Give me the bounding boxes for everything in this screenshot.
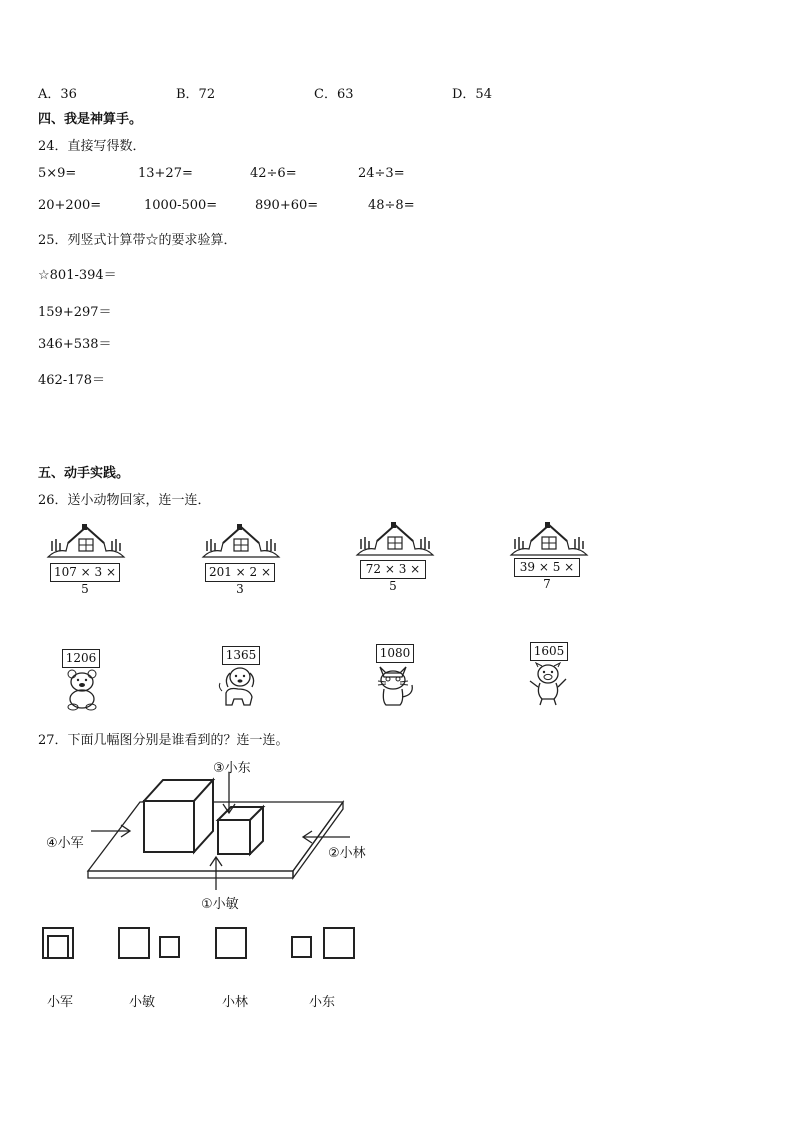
house-icon [355,519,435,557]
pig-icon [528,661,568,707]
q24-item: 42÷6= [250,166,297,181]
option-c[interactable]: C．63 [314,87,354,102]
q24-item: 20+200= [38,198,102,213]
house-label: 201 × 2 × 3 [205,563,275,582]
q25-item: 346+538＝ [38,337,112,352]
dog-icon [216,665,262,709]
house-label: 39 × 5 × 7 [514,558,580,577]
animal-number: 1365 [222,646,260,665]
viewer-label-top: ③小东 [213,761,251,776]
house-label: 72 × 3 × 5 [360,560,426,579]
view-option-1 [42,927,74,959]
bear-icon [62,668,102,710]
view-option-3 [215,927,247,959]
q25-item: 462-178＝ [38,373,106,388]
q27-prompt: 27．下面几幅图分别是谁看到的？连一连。 [38,733,289,748]
q24-prompt: 24．直接写得数． [38,139,146,154]
viewer-label-front: ①小敏 [201,897,239,912]
view-option-2 [118,927,180,959]
viewer-label-right: ②小林 [328,846,366,861]
animal-number: 1206 [62,649,100,668]
section4-title: 四、我是神算手。 [38,112,143,127]
q26-prompt: 26．送小动物回家，连一连． [38,493,211,508]
house-icon [509,519,589,557]
arrow-right-icon [91,824,131,838]
viewer-label-left: ④小军 [46,836,84,851]
q24-item: 1000-500= [144,198,218,213]
section5-title: 五、动手实践。 [38,466,130,481]
answer-name: 小东 [309,995,336,1010]
q24-item: 48÷8= [368,198,415,213]
animal-number: 1080 [376,644,414,663]
option-b[interactable]: B．72 [176,87,216,102]
animal-number: 1605 [530,642,568,661]
cat-icon [372,663,418,709]
house-icon [201,521,281,559]
arrow-up-icon [209,856,223,890]
house-label: 107 × 3 × 5 [50,563,120,582]
arrow-down-icon [222,772,236,814]
view-option-4 [290,927,356,959]
q24-item: 5×9= [38,166,77,181]
option-a[interactable]: A．36 [38,87,77,102]
q24-item: 13+27= [138,166,193,181]
answer-name: 小林 [222,995,249,1010]
answer-name: 小军 [47,995,74,1010]
q25-item: ☆801-394＝ [38,268,117,283]
q24-item: 890+60= [255,198,319,213]
q25-prompt: 25．列竖式计算带☆的要求验算． [38,233,237,248]
q25-item: 159+297＝ [38,305,112,320]
q24-item: 24÷3= [358,166,405,181]
answer-name: 小敏 [129,995,156,1010]
option-d[interactable]: D．54 [452,87,492,102]
house-icon [46,521,126,559]
